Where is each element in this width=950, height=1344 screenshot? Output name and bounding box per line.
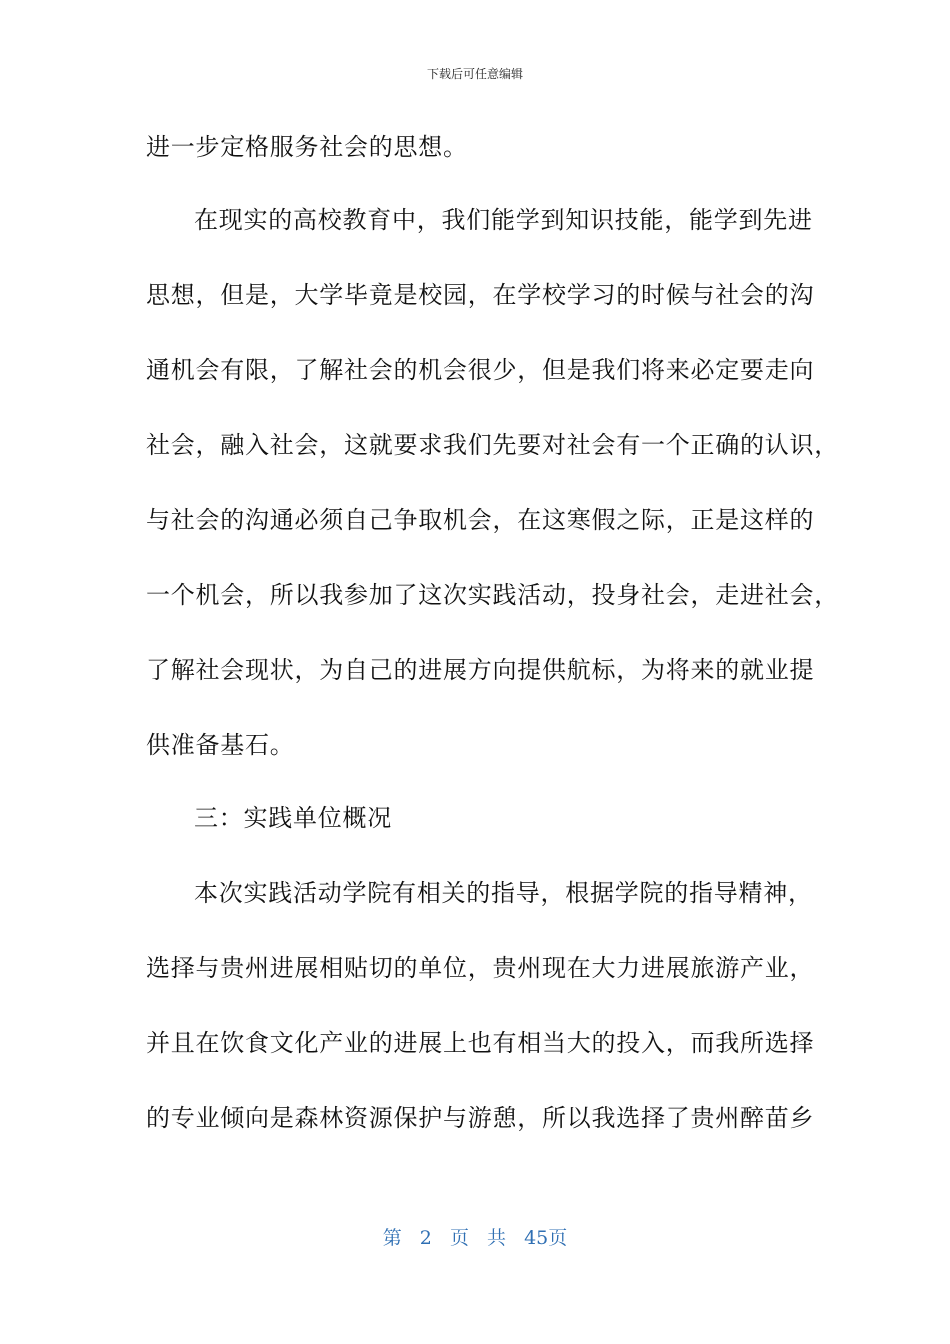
body-line: 供准备基石。 [146,731,295,759]
body-line: 通机会有限，了解社会的机会很少，但是我们将来必定要走向 [146,356,815,384]
footer-label-ye: 页 [449,1227,469,1249]
body-line: 社会，融入社会，这就要求我们先要对社会有一个正确的认识， [146,431,839,459]
footer-label-gong: 共 [487,1227,507,1249]
footer-current-page: 2 [419,1227,432,1249]
body-line: 一个机会，所以我参加了这次实践活动，投身社会，走进社会， [146,581,839,609]
body-line: 思想，但是，大学毕竟是校园，在学校学习的时候与社会的沟 [146,281,815,309]
body-line: 选择与贵州进展相贴切的单位，贵州现在大力进展旅游产业， [146,954,815,982]
footer-label-di: 第 [382,1227,402,1249]
body-line: 了解社会现状，为自己的进展方向提供航标，为将来的就业提 [146,656,815,684]
body-line: 本次实践活动学院有相关的指导，根据学院的指导精神， [194,879,813,907]
body-line: 与社会的沟通必须自己争取机会，在这寒假之际，正是这样的 [146,506,815,534]
section-heading: 三：实践单位概况 [194,804,392,832]
page-footer [0,1226,950,1250]
body-line: 在现实的高校教育中，我们能学到知识技能，能学到先进 [194,206,813,234]
body-line: 并且在饮食文化产业的进展上也有相当大的投入，而我所选择 [146,1029,815,1057]
body-line: 进一步定格服务社会的思想。 [146,133,468,161]
body-line: 的专业倾向是森林资源保护与游憩，所以我选择了贵州醉苗乡 [146,1104,815,1132]
page-header: 下载后可任意编辑 [426,67,523,81]
footer-total-pages: 45页 [524,1227,568,1249]
